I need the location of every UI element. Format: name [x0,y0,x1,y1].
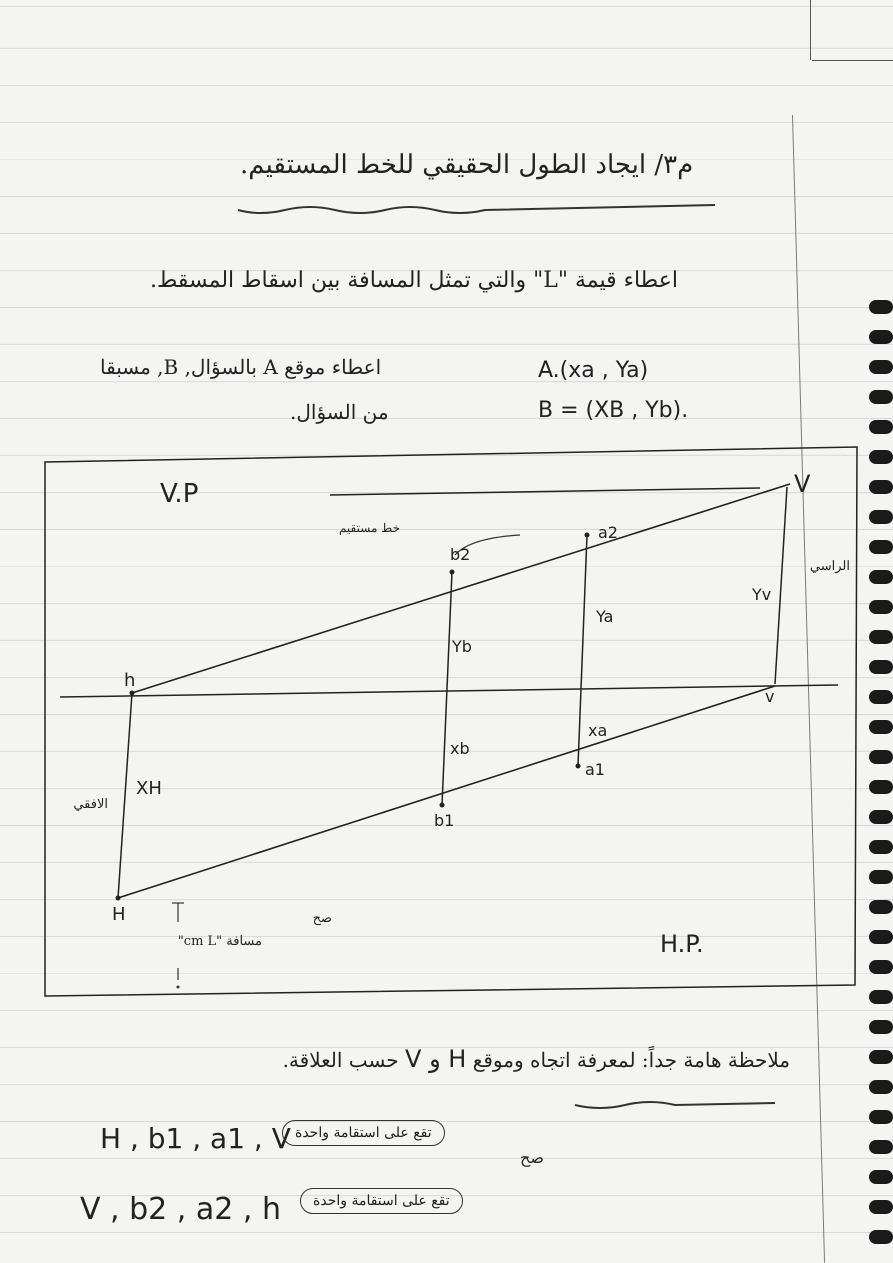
label-yv: Yv [752,585,772,604]
rule-mark: صح [520,1148,544,1167]
intro-line-3: من السؤال. [290,400,389,424]
rule-list-2: V , b2 , a2 , h [80,1192,281,1227]
label-hp: H.P. [660,930,704,958]
label-vertical-trace: الراسي [809,559,850,574]
note-suffix: حسب العلاقة. [282,1048,399,1072]
rule-bubble-1: تقع على استقامة واحدة [282,1120,445,1146]
equation-a: A.(xa , Ya) [538,358,649,383]
page-title: م٣/ ايجاد الطول الحقيقي للخط المستقيم. [240,150,694,180]
label-V: V [794,470,811,498]
label-b1: b1 [434,811,455,830]
label-a2: a2 [598,523,618,542]
label-v: v [765,687,775,706]
label-xh: XH [136,778,162,799]
label-b2: b2 [450,545,471,564]
rule-bubble-2: تقع على استقامة واحدة [300,1188,463,1214]
label-h: h [124,670,136,691]
label-line: خط مستقيم [338,521,400,535]
label-vp: V.P [160,479,199,509]
label-H: H [112,904,126,925]
intro-line-2: اعطاء موقع A بالسؤال, B, مسبقا [100,355,382,379]
label-mark: صح [312,911,332,926]
label-yb: Yb [452,637,472,656]
label-xb: xb [450,739,470,758]
label-distance: مسافة "cm L" [177,934,262,949]
label-horizontal-trace: الافقي [73,797,108,812]
note-h-v: H و V [405,1045,467,1073]
equation-b: B = (XB , Yb). [538,398,689,423]
intro-line-1: اعطاء قيمة "L" والتي تمثل المسافة بين اسقاط المسقط. [150,268,678,293]
label-a1: a1 [585,760,605,779]
note-prefix: ملاحظة هامة جداً: لمعرفة اتجاه وموقع [472,1048,790,1072]
rule-list-1: H , b1 , a1 , V [100,1122,291,1155]
label-xa: xa [588,721,608,740]
label-ya: Ya [596,607,614,626]
